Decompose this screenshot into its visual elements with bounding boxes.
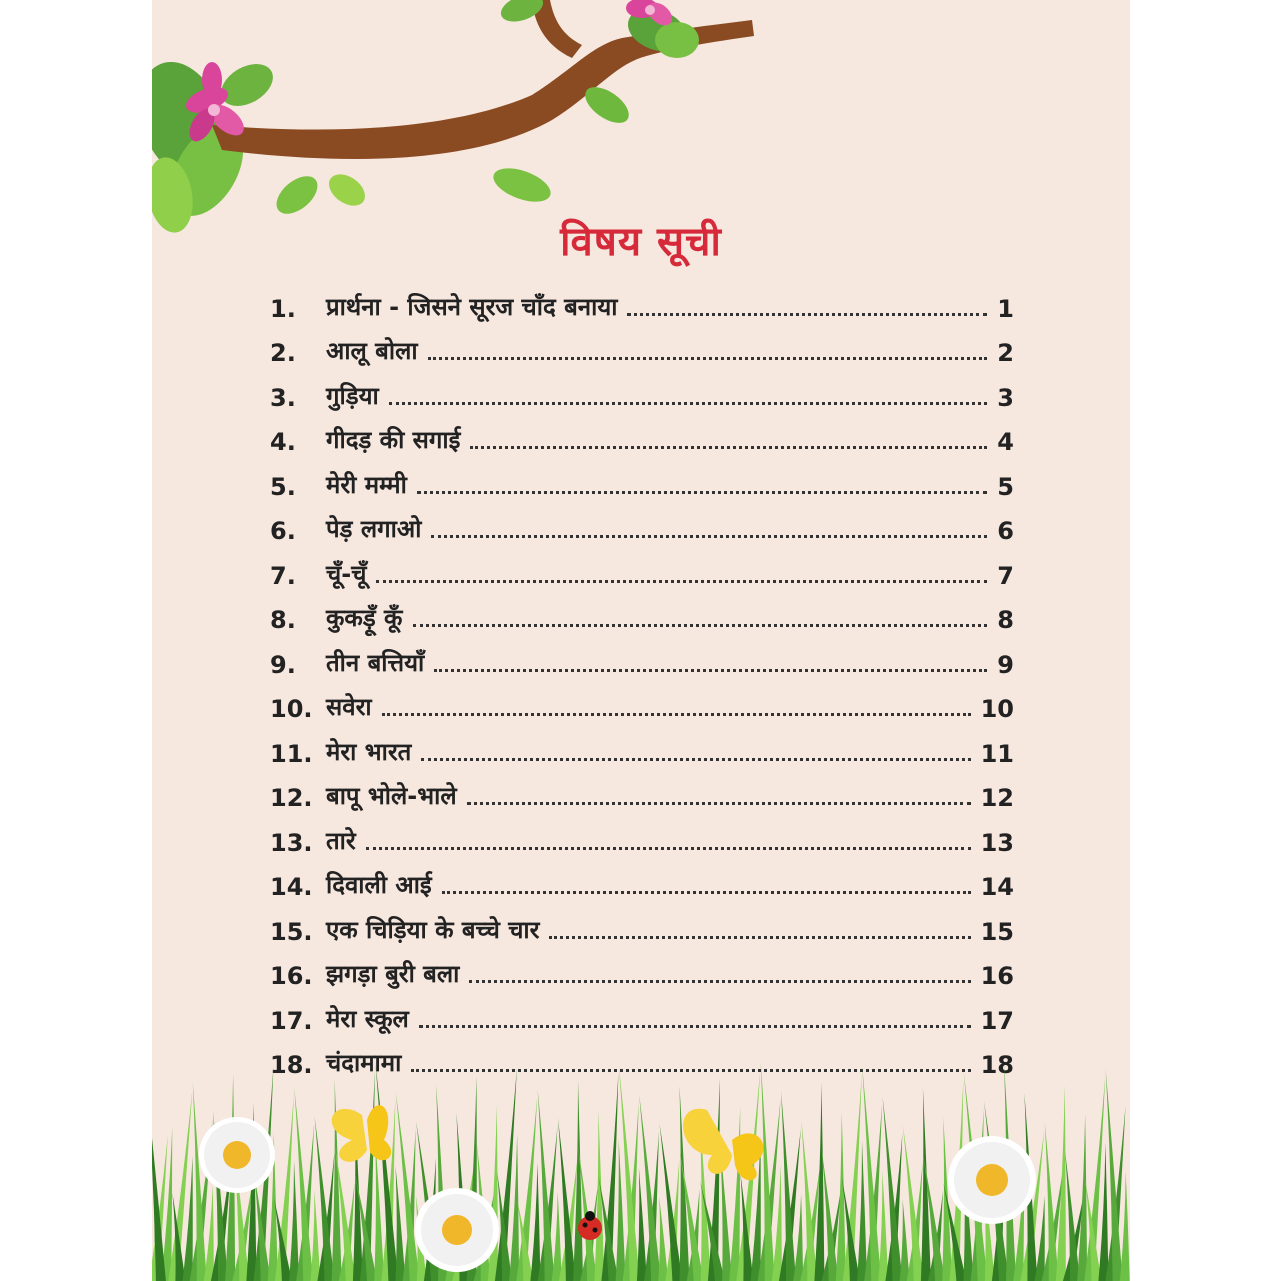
toc-page-number: 1: [997, 294, 1014, 323]
grass-blade: [729, 1107, 740, 1281]
toc-number: 3.: [270, 383, 296, 412]
toc-page-number: 15: [980, 917, 1014, 946]
toc-title: चूँ-चूँ: [326, 559, 367, 588]
toc-number: 17.: [270, 1006, 313, 1035]
grass-blade: [616, 1139, 626, 1281]
dotted-leader: [389, 402, 988, 405]
toc-number: 2.: [270, 339, 296, 367]
toc-page-number: 17: [980, 1006, 1014, 1035]
toc-page-number: 6: [997, 517, 1014, 545]
toc-title: प्रार्थना - जिसने सूरज चाँद बनाया: [326, 292, 618, 321]
toc-page-number: 4: [997, 428, 1014, 456]
toc-page-number: 18: [980, 1051, 1014, 1079]
toc-title: झगड़ा बुरी बला: [326, 960, 460, 988]
toc-number: 5.: [270, 472, 296, 501]
grass-blade: [594, 1110, 604, 1281]
dotted-leader: [376, 580, 987, 583]
leaves-on-branch: [270, 0, 699, 221]
dotted-leader: [366, 847, 971, 850]
grass-blade: [921, 1088, 931, 1281]
toc-title: मेरी मम्मी: [326, 470, 407, 499]
toc-title: दिवाली आई: [326, 871, 432, 899]
page-title: विषय सूची: [560, 219, 722, 265]
dotted-leader: [469, 980, 970, 983]
butterfly-icon-right: [683, 1109, 763, 1180]
toc-number: 18.: [270, 1051, 313, 1079]
grass-blade: [900, 1199, 910, 1281]
toc-page-number: 2: [997, 339, 1014, 367]
toc-row: [270, 590, 1014, 635]
grass-blade: [1056, 1085, 1066, 1281]
grass-blade: [801, 1120, 817, 1281]
toc-page-number: 5: [997, 472, 1014, 501]
toc-number: 12.: [270, 784, 313, 812]
toc-row: [270, 990, 1014, 1035]
toc-row: [270, 857, 1014, 902]
toc-row: [270, 278, 1014, 323]
tree-branch-illustration: [152, 0, 1130, 240]
grass-blade: [637, 1168, 647, 1281]
toc-row: [270, 634, 1014, 679]
toc-row: [270, 412, 1014, 457]
toc-title: मेरा स्कूल: [326, 1004, 409, 1033]
dotted-leader: [428, 357, 988, 360]
dotted-leader: [434, 669, 987, 672]
grass-blade: [878, 1170, 888, 1281]
dotted-leader: [431, 535, 987, 538]
toc-title: तीन बत्तियाँ: [326, 648, 425, 677]
toc-number: 13.: [270, 828, 313, 857]
toc-row: [270, 901, 1014, 946]
butterfly-icon: [332, 1105, 391, 1162]
dotted-leader: [382, 713, 971, 716]
toc-title: एक चिड़िया के बच्चे चार: [326, 915, 540, 944]
dotted-leader: [470, 446, 987, 449]
toc-title: आलू बोला: [326, 337, 418, 365]
toc-page-number: 3: [997, 383, 1014, 412]
dotted-leader: [627, 313, 987, 316]
toc-page-number: 13: [980, 828, 1014, 857]
toc-title: चंदामामा: [326, 1049, 402, 1077]
toc-row: [270, 501, 1014, 546]
toc-row: [270, 456, 1014, 501]
toc-page-number: 11: [980, 739, 1014, 768]
toc-title: तारे: [326, 826, 356, 855]
grass-blade: [1065, 1151, 1080, 1281]
toc-number: 6.: [270, 517, 296, 545]
grass-blade: [1045, 1122, 1059, 1281]
toc-number: 14.: [270, 873, 313, 901]
toc-page-number: 16: [980, 962, 1014, 990]
toc-title: बापू भोले-भाले: [326, 782, 457, 810]
book-page: [152, 0, 1130, 1281]
toc-title: कुकड़ूँ कूँ: [326, 604, 403, 632]
toc-number: 8.: [270, 606, 296, 634]
toc-row: [270, 367, 1014, 412]
toc-title: पेड़ लगाओ: [326, 515, 422, 543]
dotted-leader: [467, 802, 971, 805]
dotted-leader: [442, 891, 971, 894]
toc-row: [270, 946, 1014, 991]
dotted-leader: [419, 1025, 971, 1028]
grass-blade: [658, 1197, 668, 1281]
dotted-leader: [413, 624, 988, 627]
toc-number: 4.: [270, 428, 296, 456]
toc-number: 9.: [270, 650, 296, 679]
grass-blade: [289, 1161, 299, 1281]
toc-number: 11.: [270, 739, 313, 768]
toc-row: [270, 812, 1014, 857]
toc-number: 15.: [270, 917, 313, 946]
toc-title: गुड़िया: [326, 381, 379, 410]
toc-row: [270, 723, 1014, 768]
grass-blade: [310, 1190, 320, 1281]
toc-row: [270, 545, 1014, 590]
toc-page-number: 9: [997, 650, 1014, 679]
toc-title: गीदड़ की सगाई: [326, 426, 461, 454]
grass-blade: [814, 1083, 824, 1281]
toc-number: 1.: [270, 294, 296, 323]
toc-row: [270, 323, 1014, 368]
toc-row: [270, 679, 1014, 724]
toc-page-number: 12: [980, 784, 1014, 812]
toc-title: मेरा भारत: [326, 737, 412, 766]
grass-blade: [1077, 1114, 1087, 1281]
table-of-contents: [270, 278, 1014, 1079]
toc-title: सवेरा: [326, 693, 372, 721]
toc-number: 16.: [270, 962, 313, 990]
dotted-leader: [549, 936, 970, 939]
toc-page-number: 7: [997, 561, 1014, 590]
toc-number: 10.: [270, 695, 313, 723]
dotted-leader: [421, 758, 970, 761]
toc-page-number: 14: [980, 873, 1014, 901]
toc-number: 7.: [270, 561, 296, 590]
grass-blade: [857, 1141, 867, 1281]
dotted-leader: [417, 491, 987, 494]
grass-illustration: [152, 1060, 1130, 1281]
toc-page-number: 10: [980, 695, 1014, 723]
toc-row: [270, 768, 1014, 813]
toc-page-number: 8: [997, 606, 1014, 634]
